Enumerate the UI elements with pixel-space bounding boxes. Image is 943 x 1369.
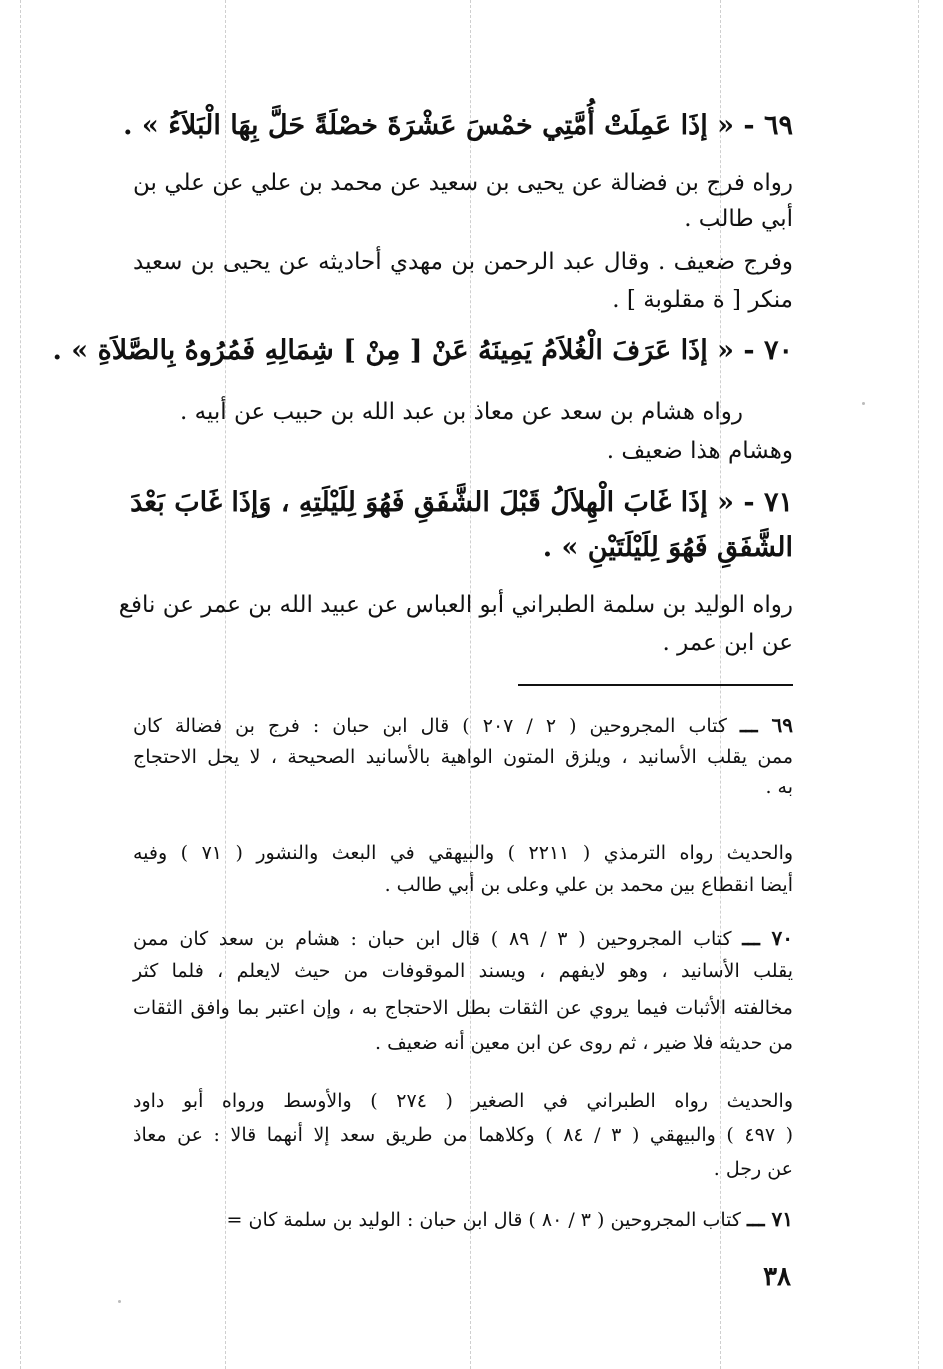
footnote-71-number: ٧١ ـــ [746, 1207, 793, 1231]
footnote-70-text: كتاب المجروحين ( ٣ / ٨٩ ) قال ابن حبان : هشام بن سعد كان ممن [133, 928, 732, 950]
footnote-70-line-2: يقلب الأسانيد ، وهو لايفهم ، ويسند الموقوفات من حيث لايعلم ، فلما كثر [133, 960, 793, 982]
hadith-69-grading-cont: منكر [ ة مقلوبة ] . [612, 287, 793, 313]
footnote-divider [518, 684, 793, 686]
footnote-69-line-2: ممن يقلب الأسانيد ، ويلزق المتون الواهية بالأسانيد الصحيحة ، لا يحل الاحتجاج [133, 746, 793, 768]
hadith-69-narration-cont: أبي طالب . [684, 206, 793, 232]
page-number: ٣٨ [763, 1262, 791, 1292]
footnote-69-line-1 [133, 712, 793, 742]
hadith-71-narration: رواه الوليد بن سلمة الطبراني أبو العباس عن عبيد الله بن عمر عن نافع [118, 592, 793, 618]
footnote-69-source: والحديث رواه الترمذي ( ٢٢١١ ) والبيهقي في البعث والنشور ( ٧١ ) وفيه [133, 842, 794, 864]
footnote-70-line-4: من حديثه فلا ضير ، ثم روى عن ابن معين أنه ضعيف . [375, 1032, 793, 1054]
footnote-69-source-cont: أيضا انقطاع بين محمد بن علي وعلى بن أبي طالب . [384, 874, 793, 896]
footnote-70-source-end: عن رجل . [713, 1158, 793, 1180]
scan-speck [862, 402, 865, 405]
scan-speck [118, 1300, 121, 1303]
footnote-71-text: كتاب المجروحين ( ٣ / ٨٠ ) قال ابن حبان : الوليد بن سلمة كان = [226, 1209, 741, 1231]
hadith-70-grading: وهشام هذا ضعيف . [606, 438, 793, 464]
footnote-71-line-1 [133, 1206, 793, 1236]
footnote-70-source-cont: ( ٤٩٧ ) والبيهقي ( ٣ / ٨٤ ) وكلاهما من طريق سعد إلا أنهما قالا : عن معاذ [133, 1124, 794, 1146]
hadith-69-narration: رواه فرج بن فضالة عن يحيى بن سعيد عن محمد بن علي عن علي بن [133, 170, 793, 196]
footnote-70-source: والحديث رواه الطبراني في الصغير ( ٢٧٤ ) والأوسط ورواه أبو داود [133, 1090, 793, 1112]
hadith-71-text-cont: الشَّفَقِ فَهُوَ لِلَيْلَتَيْنِ » . [542, 532, 793, 563]
hadith-71-narration-cont: عن ابن عمر . [662, 630, 793, 656]
hadith-70-text: ٧٠ - « إذَا عَرَفَ الْغُلاَمُ يَمِينَهُ عَنْ [ مِنْ ] شِمَالِهِ فَمُرُوهُ بِالصَّلاَةِ » . [52, 335, 793, 366]
footnote-69-text: كتاب المجروحين ( ٢ / ٢٠٧ ) قال ابن حبان : فرج بن فضالة كان [133, 715, 727, 737]
footnote-70-line-3: مخالفته الأثبات فيما يروي عن الثقات بطل الاحتجاج به ، وإن اعتبر بما وافق الثقات [133, 997, 793, 1019]
footnote-70-line-1 [133, 925, 793, 955]
footnote-69-number: ٦٩ ـــ [739, 713, 794, 737]
hadith-70-narration: رواه هشام بن سعد عن معاذ بن عبد الله بن حبيب عن أبيه . [179, 399, 743, 425]
footnote-69-line-3: به . [765, 776, 793, 798]
scan-guide-line [20, 0, 21, 1369]
scan-guide-line [918, 0, 919, 1369]
hadith-69-text: ٦٩ - « إذَا عَمِلَتْ أُمَّتِي خمْسَ عَشْرَةَ خصْلَةً حَلَّ بِهَا الْبَلاَءُ » . [123, 110, 793, 141]
hadith-69-grading: وفرج ضعيف . وقال عبد الرحمن بن مهدي أحاديثه عن يحيى بن سعيد [133, 249, 793, 275]
hadith-71-text: ٧١ - « إذَا غَابَ الْهِلاَلُ قَبْلَ الشَّفَقِ فَهُوَ لِلَيْلَتِهِ ، وَإذَا غَابَ بَعْدَ [130, 487, 793, 518]
footnote-70-number: ٧٠ ـــ [742, 926, 794, 950]
